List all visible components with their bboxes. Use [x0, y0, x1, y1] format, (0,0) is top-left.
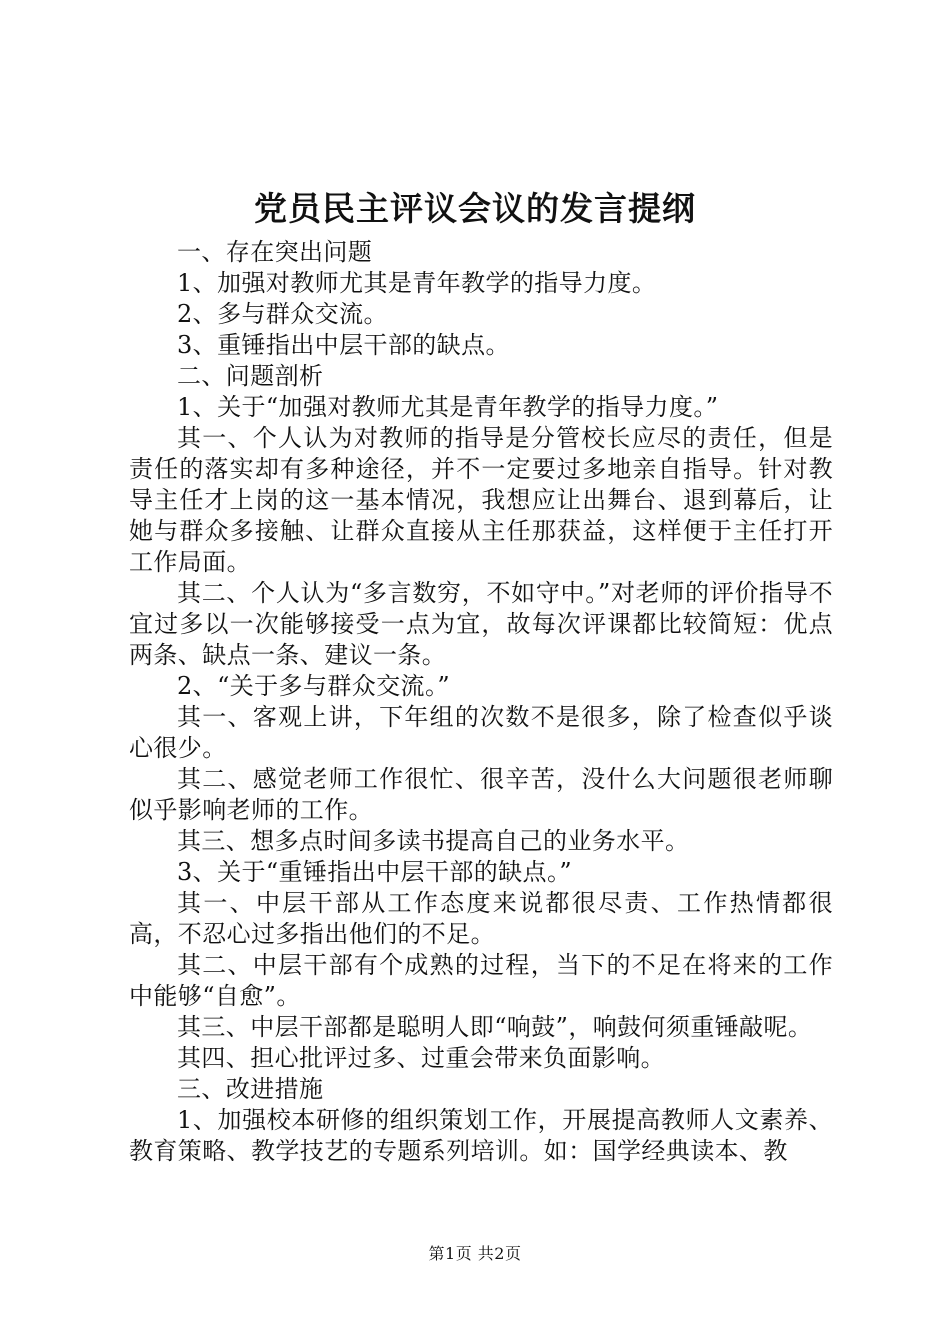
body-paragraph: 1、加强校本研修的组织策划工作，开展提高教师人文素养、教育策略、教学技艺的专题系列培训。如：国学经典读本、教 — [129, 1106, 833, 1165]
subheading: 2、“关于多与群众交流。” — [177, 672, 451, 700]
subheading: 1、关于“加强对教师尤其是青年教学的指导力度。” — [177, 393, 719, 421]
body-paragraph: 其二、个人认为“多言数穷，不如守中。”对老师的评价指导不宜过多以一次能够接受一点为宜，故每次评课都比较简短：优点两条、缺点一条、建议一条。 — [129, 579, 833, 669]
body-paragraph: 其一、中层干部从工作态度来说都很尽责、工作热情都很高，不忍心过多指出他们的不足。 — [129, 889, 833, 948]
document-title: 党员民主评议会议的发言提纲 — [254, 189, 696, 228]
body-paragraph: 其一、个人认为对教师的指导是分管校长应尽的责任，但是责任的落实却有多种途径，并不一定要过多地亲自指导。针对教导主任才上岗的这一基本情况，我想应让出舞台、退到幕后，让她与群众多接触、让群众直接从主任那获益，这样便于主任打开工作局面。 — [129, 424, 833, 576]
body-paragraph: 其二、中层干部有个成熟的过程，当下的不足在将来的工作中能够“自愈”。 — [129, 951, 833, 1010]
body-paragraph: 其四、担心批评过多、过重会带来负面影响。 — [177, 1044, 665, 1072]
body-paragraph: 其三、想多点时间多读书提高自己的业务水平。 — [177, 827, 690, 855]
heading-section-2: 二、问题剖析 — [177, 362, 324, 390]
heading-section-1: 一、存在突出问题 — [177, 238, 373, 266]
list-item: 2、多与群众交流。 — [177, 300, 388, 328]
page-footer: 第1页 共2页 — [428, 1244, 522, 1263]
body-paragraph: 其三、中层干部都是聪明人即“响鼓”，响鼓何须重锤敲呢。 — [177, 1013, 813, 1041]
list-item: 3、重锤指出中层干部的缺点。 — [177, 331, 510, 359]
subheading: 3、关于“重锤指出中层干部的缺点。” — [177, 858, 573, 886]
heading-section-3: 三、改进措施 — [177, 1075, 324, 1103]
list-item: 1、加强对教师尤其是青年教学的指导力度。 — [177, 269, 657, 297]
body-paragraph: 其一、客观上讲，下年组的次数不是很多，除了检查似乎谈心很少。 — [129, 703, 833, 762]
document-body — [129, 237, 833, 1167]
body-paragraph: 其二、感觉老师工作很忙、很辛苦，没什么大问题很老师聊似乎影响老师的工作。 — [129, 765, 833, 824]
